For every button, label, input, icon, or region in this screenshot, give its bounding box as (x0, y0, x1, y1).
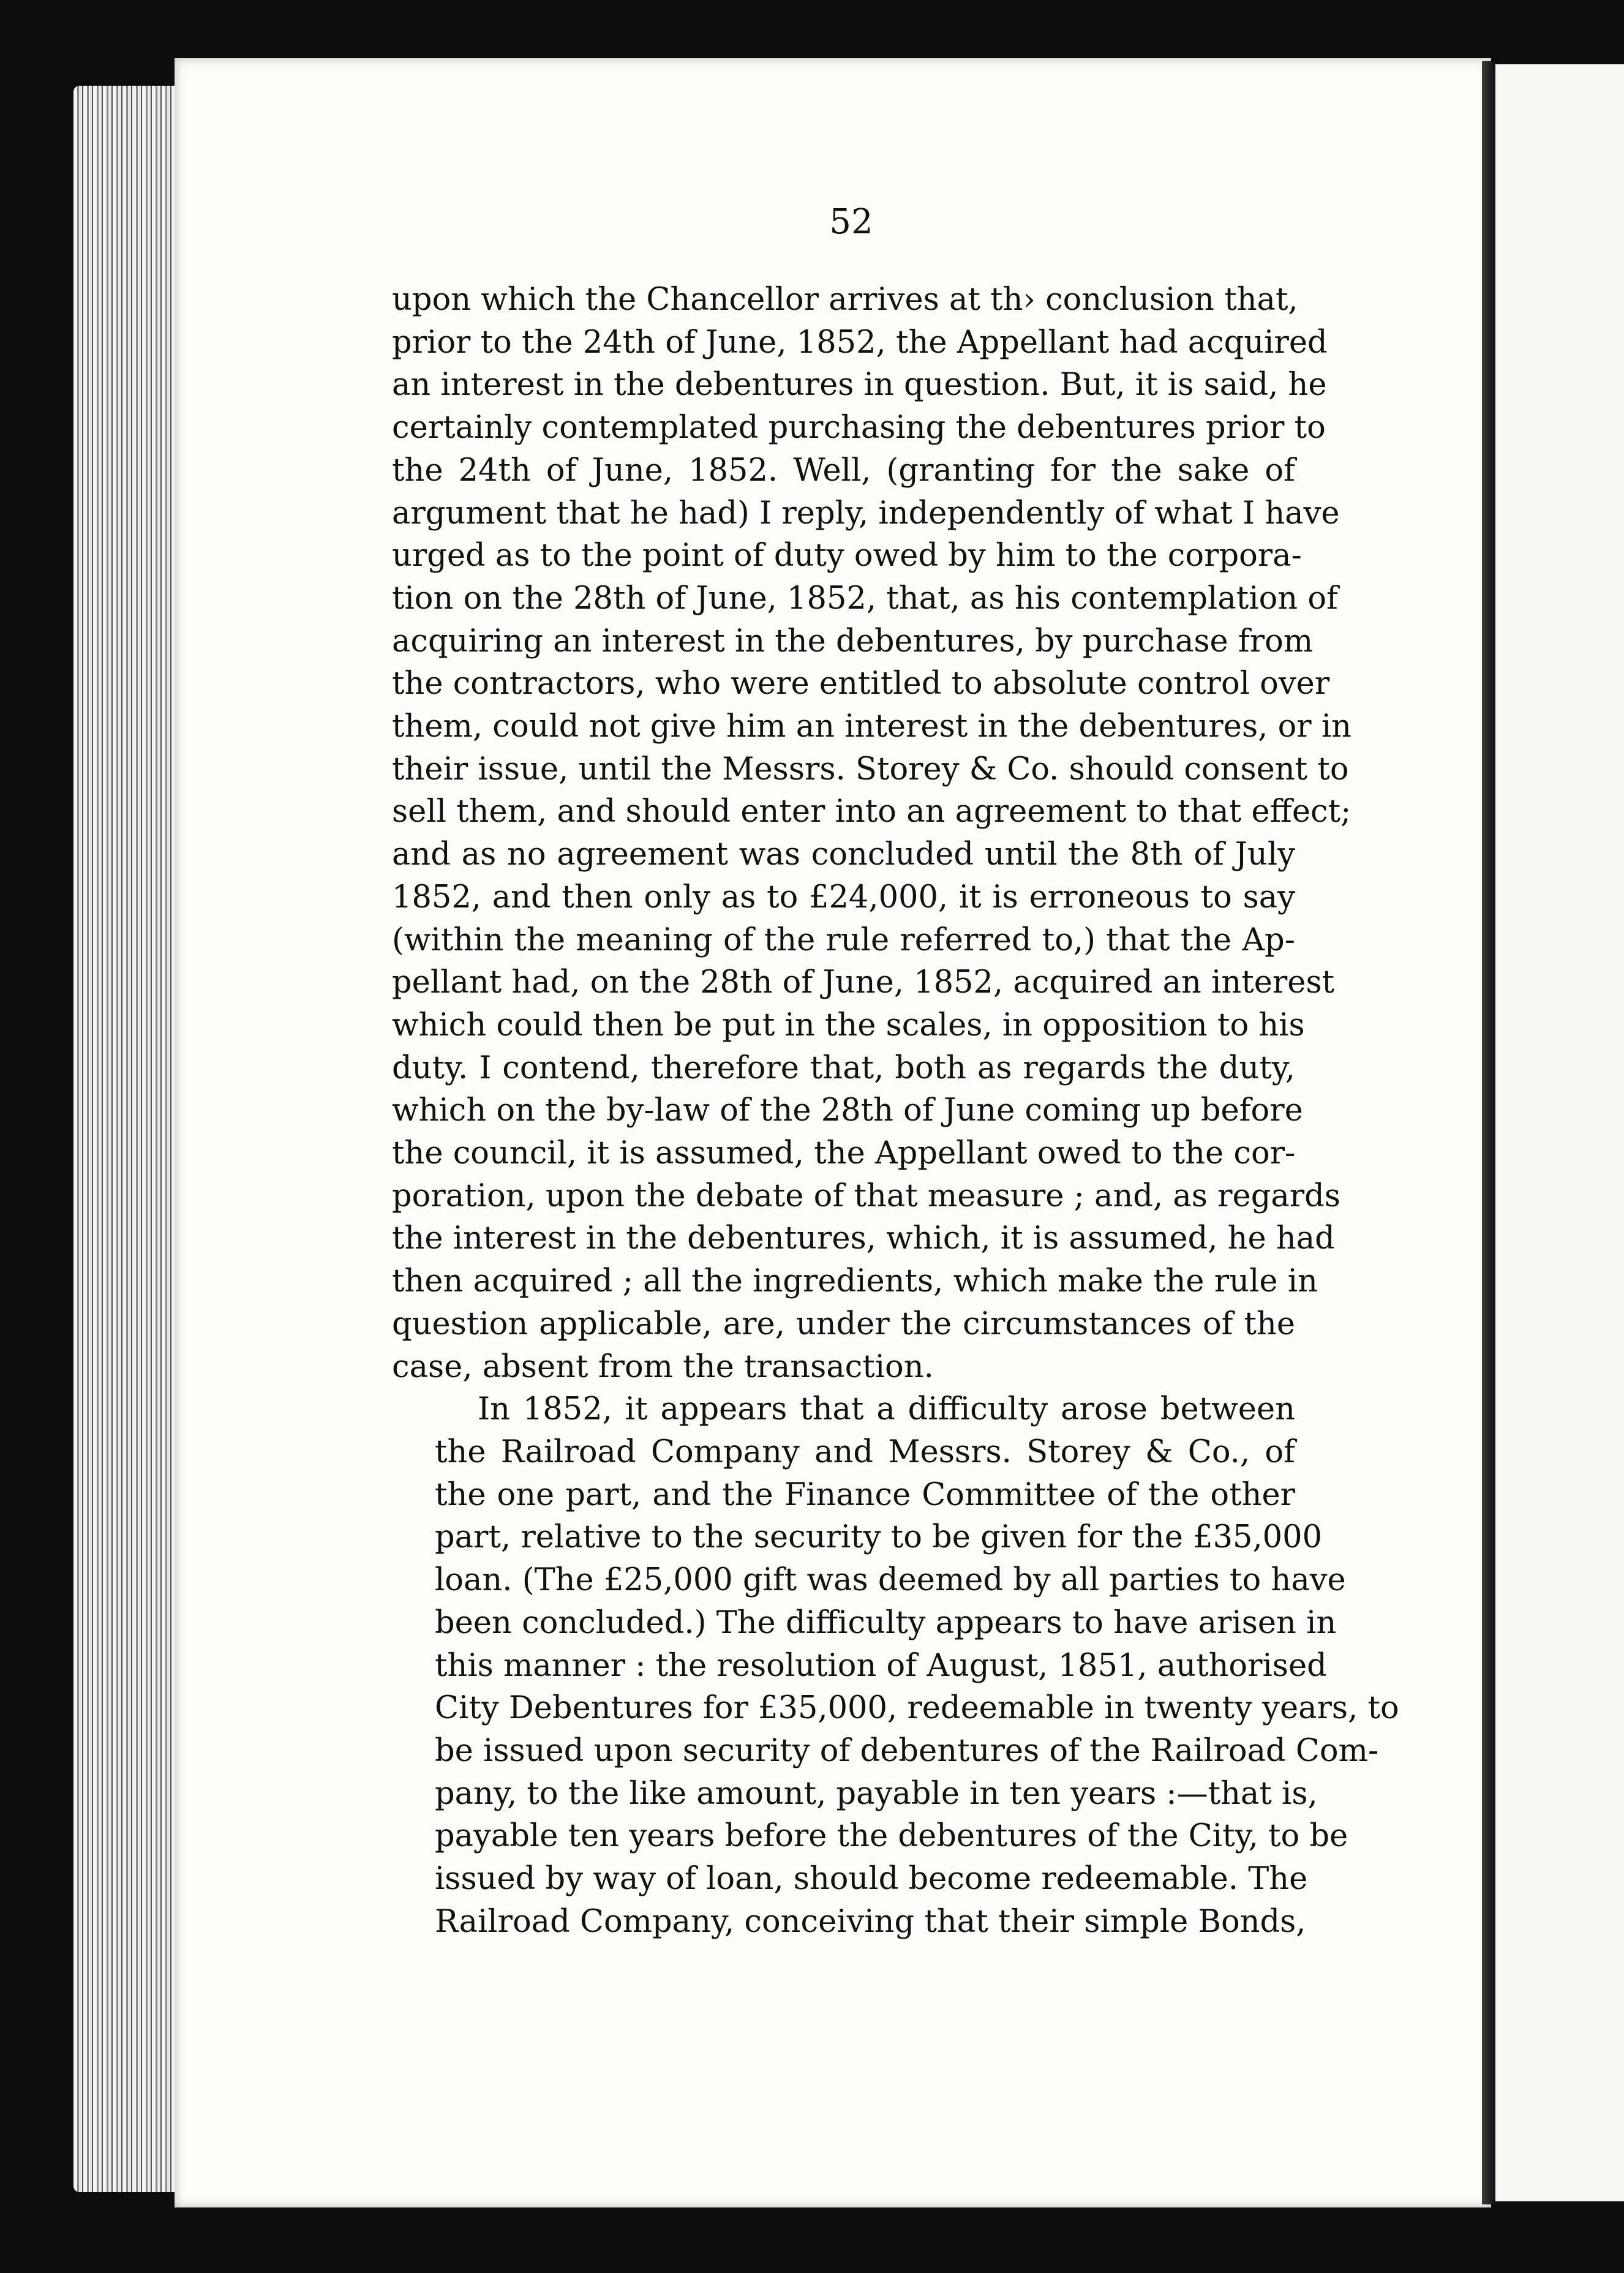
text-line: their issue, until the Messrs. Storey & Co. should consent to (392, 751, 1349, 787)
body-text (392, 279, 1399, 1943)
text-line: the council, it is assumed, the Appellant owed to the cor- (392, 1135, 1296, 1172)
text-line: loan. (The £25,000 gift was deemed by all parties to have (435, 1562, 1346, 1599)
text-line: In 1852, it appears that a difficulty arose between (478, 1391, 1295, 1428)
text-line: the 24th of June, 1852. Well, (granting for the sake of (392, 452, 1295, 489)
text-line: upon which the Chancellor arrives at th› conclusion that, (392, 282, 1298, 318)
text-line: the Railroad Company and Messrs. Storey & Co., of (435, 1433, 1295, 1470)
page-number: 52 (829, 202, 873, 242)
text-line: duty. I contend, therefore that, both as regards the duty, (392, 1050, 1295, 1086)
paragraph-1 (392, 279, 1352, 1388)
text-line: question applicable, are, under the circumstances of the (392, 1306, 1295, 1342)
text-line: which could then be put in the scales, in opposition to his (392, 1007, 1305, 1043)
text-line: urged as to the point of duty owed by him to the corpora- (392, 538, 1302, 574)
text-line: and as no agreement was concluded until the 8th of July (392, 836, 1295, 873)
text-line: acquiring an interest in the debentures, by purchase from (392, 623, 1314, 659)
text-line: prior to the 24th of June, 1852, the Appellant had acquired (392, 324, 1328, 361)
text-line: the interest in the debentures, which, it is assumed, he had (392, 1220, 1335, 1257)
text-line: case, absent from the transaction. (392, 1348, 934, 1385)
text-line: City Debentures for £35,000, redeemable in twenty years, to (435, 1690, 1399, 1727)
text-line: them, could not give him an interest in the debentures, or in (392, 708, 1352, 745)
text-line: an interest in the debentures in question. But, it is said, he (392, 367, 1327, 404)
text-line: be issued upon security of debentures of the Railroad Com- (435, 1732, 1379, 1769)
text-line: been concluded.) The difficulty appears to have arisen in (435, 1604, 1337, 1641)
facing-page-edge (1495, 64, 1624, 2201)
text-line: the contractors, who were entitled to absolute control over (392, 666, 1330, 702)
text-line: poration, upon the debate of that measure ; and, as regards (392, 1178, 1340, 1214)
text-line: pany, to the like amount, payable in ten years :—that is, (435, 1775, 1318, 1812)
page-edges (73, 86, 184, 2192)
text-line: payable ten years before the debentures of the City, to be (435, 1818, 1348, 1855)
text-line: Railroad Company, conceiving that their simple Bonds, (435, 1903, 1306, 1940)
text-line: issued by way of loan, should become redeemable. The (435, 1861, 1308, 1898)
text-line: certainly contemplated purchasing the debentures prior to (392, 410, 1326, 446)
text-line: then acquired ; all the ingredients, which make the rule in (392, 1263, 1318, 1300)
text-line: sell them, and should enter into an agreement to that effect; (392, 794, 1351, 830)
book-gutter (1482, 61, 1495, 2204)
text-line: which on the by-law of the 28th of June coming up before (392, 1092, 1303, 1129)
text-line: tion on the 28th of June, 1852, that, as his contemplation of (392, 580, 1338, 617)
text-line: argument that he had) I reply, independently of what I have (392, 495, 1340, 532)
text-line: (within the meaning of the rule referred to,) that the Ap- (392, 922, 1295, 958)
text-line: the one part, and the Finance Committee of the other (435, 1476, 1295, 1513)
text-line: pellant had, on the 28th of June, 1852, acquired an interest (392, 964, 1335, 1001)
text-line: part, relative to the security to be given for the £35,000 (435, 1519, 1323, 1556)
text-line: 1852, and then only as to £24,000, it is erroneous to say (392, 879, 1295, 915)
paragraph-2 (392, 1388, 1399, 1943)
text-line: this manner : the resolution of August, 1851, authorised (435, 1647, 1327, 1684)
